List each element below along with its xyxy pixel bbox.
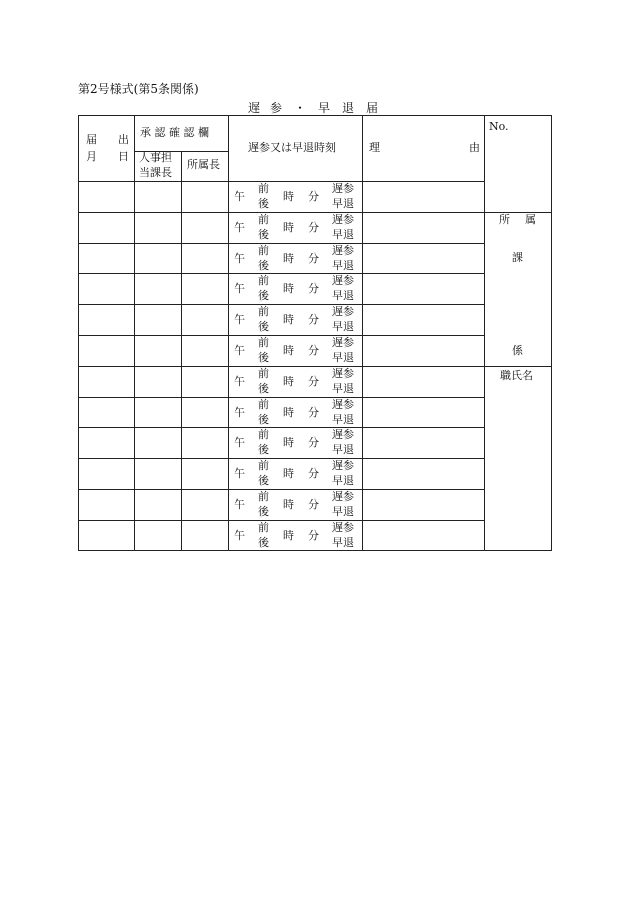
title-char: 参: [270, 101, 283, 115]
time-go-glyph: 後: [258, 197, 269, 210]
time-zen-glyph: 前: [258, 428, 269, 441]
time-cell: [229, 305, 362, 335]
time-cell: [229, 521, 362, 551]
time-am-glyph: 午: [234, 498, 245, 511]
time-hour-glyph: 時: [283, 498, 294, 511]
time-hour-glyph: 時: [283, 529, 294, 542]
time-hour-glyph: 時: [283, 282, 294, 295]
time-go-glyph: 後: [258, 259, 269, 272]
time-minute-glyph: 分: [308, 344, 319, 357]
time-am-glyph: 午: [234, 436, 245, 449]
time-zen-glyph: 前: [258, 213, 269, 226]
time-early-label: 早退: [332, 413, 354, 426]
time-go-glyph: 後: [258, 320, 269, 333]
time-zen-glyph: 前: [258, 521, 269, 534]
time-am-glyph: 午: [234, 190, 245, 203]
time-minute-glyph: 分: [308, 282, 319, 295]
header-date-top-right: 出: [118, 133, 129, 146]
time-go-glyph: 後: [258, 474, 269, 487]
time-late-label: 遅参: [332, 213, 354, 226]
time-hour-glyph: 時: [283, 375, 294, 388]
time-cell: [229, 274, 362, 304]
title-char: 届: [366, 101, 379, 115]
header-approval: 承 認 確 認 欄: [140, 126, 209, 139]
time-minute-glyph: 分: [308, 190, 319, 203]
time-early-label: 早退: [332, 351, 354, 364]
time-zen-glyph: 前: [258, 274, 269, 287]
time-cell: [229, 213, 362, 243]
time-hour-glyph: 時: [283, 406, 294, 419]
time-early-label: 早退: [332, 259, 354, 272]
time-late-label: 遅参: [332, 459, 354, 472]
time-early-label: 早退: [332, 474, 354, 487]
side-name-label: 職氏名: [500, 369, 533, 382]
side-number-label: No.: [489, 120, 509, 133]
time-minute-glyph: 分: [308, 436, 319, 449]
header-time: 遅参又は早退時刻: [248, 141, 336, 154]
time-late-label: 遅参: [332, 398, 354, 411]
column-divider: [181, 151, 182, 551]
time-minute-glyph: 分: [308, 498, 319, 511]
time-zen-glyph: 前: [258, 336, 269, 349]
time-zen-glyph: 前: [258, 367, 269, 380]
time-zen-glyph: 前: [258, 305, 269, 318]
header-personnel-line2: 当課長: [139, 166, 172, 179]
time-late-label: 遅参: [332, 305, 354, 318]
time-late-label: 遅参: [332, 490, 354, 503]
side-subsection: 係: [512, 344, 523, 357]
time-am-glyph: 午: [234, 221, 245, 234]
time-go-glyph: 後: [258, 351, 269, 364]
time-am-glyph: 午: [234, 529, 245, 542]
time-go-glyph: 後: [258, 536, 269, 549]
time-hour-glyph: 時: [283, 313, 294, 326]
time-late-label: 遅参: [332, 521, 354, 534]
time-early-label: 早退: [332, 505, 354, 518]
header-date-bottom-left: 月: [86, 150, 97, 163]
time-am-glyph: 午: [234, 282, 245, 295]
header-reason-left: 理: [369, 141, 380, 154]
time-early-label: 早退: [332, 289, 354, 302]
title-char: ・: [294, 101, 307, 115]
table-border: [78, 115, 552, 116]
time-am-glyph: 午: [234, 375, 245, 388]
time-minute-glyph: 分: [308, 406, 319, 419]
time-minute-glyph: 分: [308, 313, 319, 326]
time-cell: [229, 459, 362, 489]
time-go-glyph: 後: [258, 413, 269, 426]
title-char: 遅: [248, 101, 261, 115]
time-hour-glyph: 時: [283, 467, 294, 480]
header-date-top-left: 届: [86, 133, 97, 146]
time-late-label: 遅参: [332, 182, 354, 195]
time-minute-glyph: 分: [308, 252, 319, 265]
title-char: 退: [342, 101, 355, 115]
time-early-label: 早退: [332, 536, 354, 549]
column-divider: [484, 115, 485, 551]
time-cell: [229, 182, 362, 212]
time-cell: [229, 367, 362, 397]
time-late-label: 遅参: [332, 336, 354, 349]
title-char: 早: [318, 101, 331, 115]
time-hour-glyph: 時: [283, 344, 294, 357]
side-divider: [484, 212, 552, 213]
side-section: 課: [512, 251, 523, 264]
time-am-glyph: 午: [234, 467, 245, 480]
time-go-glyph: 後: [258, 443, 269, 456]
time-early-label: 早退: [332, 197, 354, 210]
time-cell: [229, 490, 362, 520]
time-early-label: 早退: [332, 320, 354, 333]
time-late-label: 遅参: [332, 428, 354, 441]
header-reason-right: 由: [469, 141, 480, 154]
side-affiliation-left: 所: [499, 213, 510, 226]
side-divider: [484, 366, 552, 367]
time-am-glyph: 午: [234, 406, 245, 419]
time-hour-glyph: 時: [283, 436, 294, 449]
table-border: [551, 115, 552, 551]
time-cell: [229, 244, 362, 274]
time-cell: [229, 428, 362, 458]
time-am-glyph: 午: [234, 313, 245, 326]
form-number-label: 第2号様式(第5条関係): [78, 82, 199, 96]
time-go-glyph: 後: [258, 228, 269, 241]
header-dept-head: 所属長: [187, 158, 220, 171]
time-zen-glyph: 前: [258, 182, 269, 195]
time-minute-glyph: 分: [308, 467, 319, 480]
time-cell: [229, 398, 362, 428]
time-zen-glyph: 前: [258, 398, 269, 411]
time-am-glyph: 午: [234, 252, 245, 265]
time-early-label: 早退: [332, 382, 354, 395]
time-minute-glyph: 分: [308, 221, 319, 234]
time-late-label: 遅参: [332, 367, 354, 380]
time-hour-glyph: 時: [283, 221, 294, 234]
time-hour-glyph: 時: [283, 252, 294, 265]
time-go-glyph: 後: [258, 382, 269, 395]
time-go-glyph: 後: [258, 289, 269, 302]
time-zen-glyph: 前: [258, 459, 269, 472]
header-personnel-line1: 人事担: [139, 151, 172, 164]
time-minute-glyph: 分: [308, 529, 319, 542]
side-affiliation-right: 属: [525, 213, 536, 226]
time-zen-glyph: 前: [258, 244, 269, 257]
notification-form-table: [78, 115, 552, 551]
time-early-label: 早退: [332, 443, 354, 456]
time-zen-glyph: 前: [258, 490, 269, 503]
time-cell: [229, 336, 362, 366]
time-late-label: 遅参: [332, 274, 354, 287]
time-early-label: 早退: [332, 228, 354, 241]
time-late-label: 遅参: [332, 244, 354, 257]
header-date-bottom-right: 日: [118, 150, 129, 163]
time-hour-glyph: 時: [283, 190, 294, 203]
time-minute-glyph: 分: [308, 375, 319, 388]
time-am-glyph: 午: [234, 344, 245, 357]
time-go-glyph: 後: [258, 505, 269, 518]
